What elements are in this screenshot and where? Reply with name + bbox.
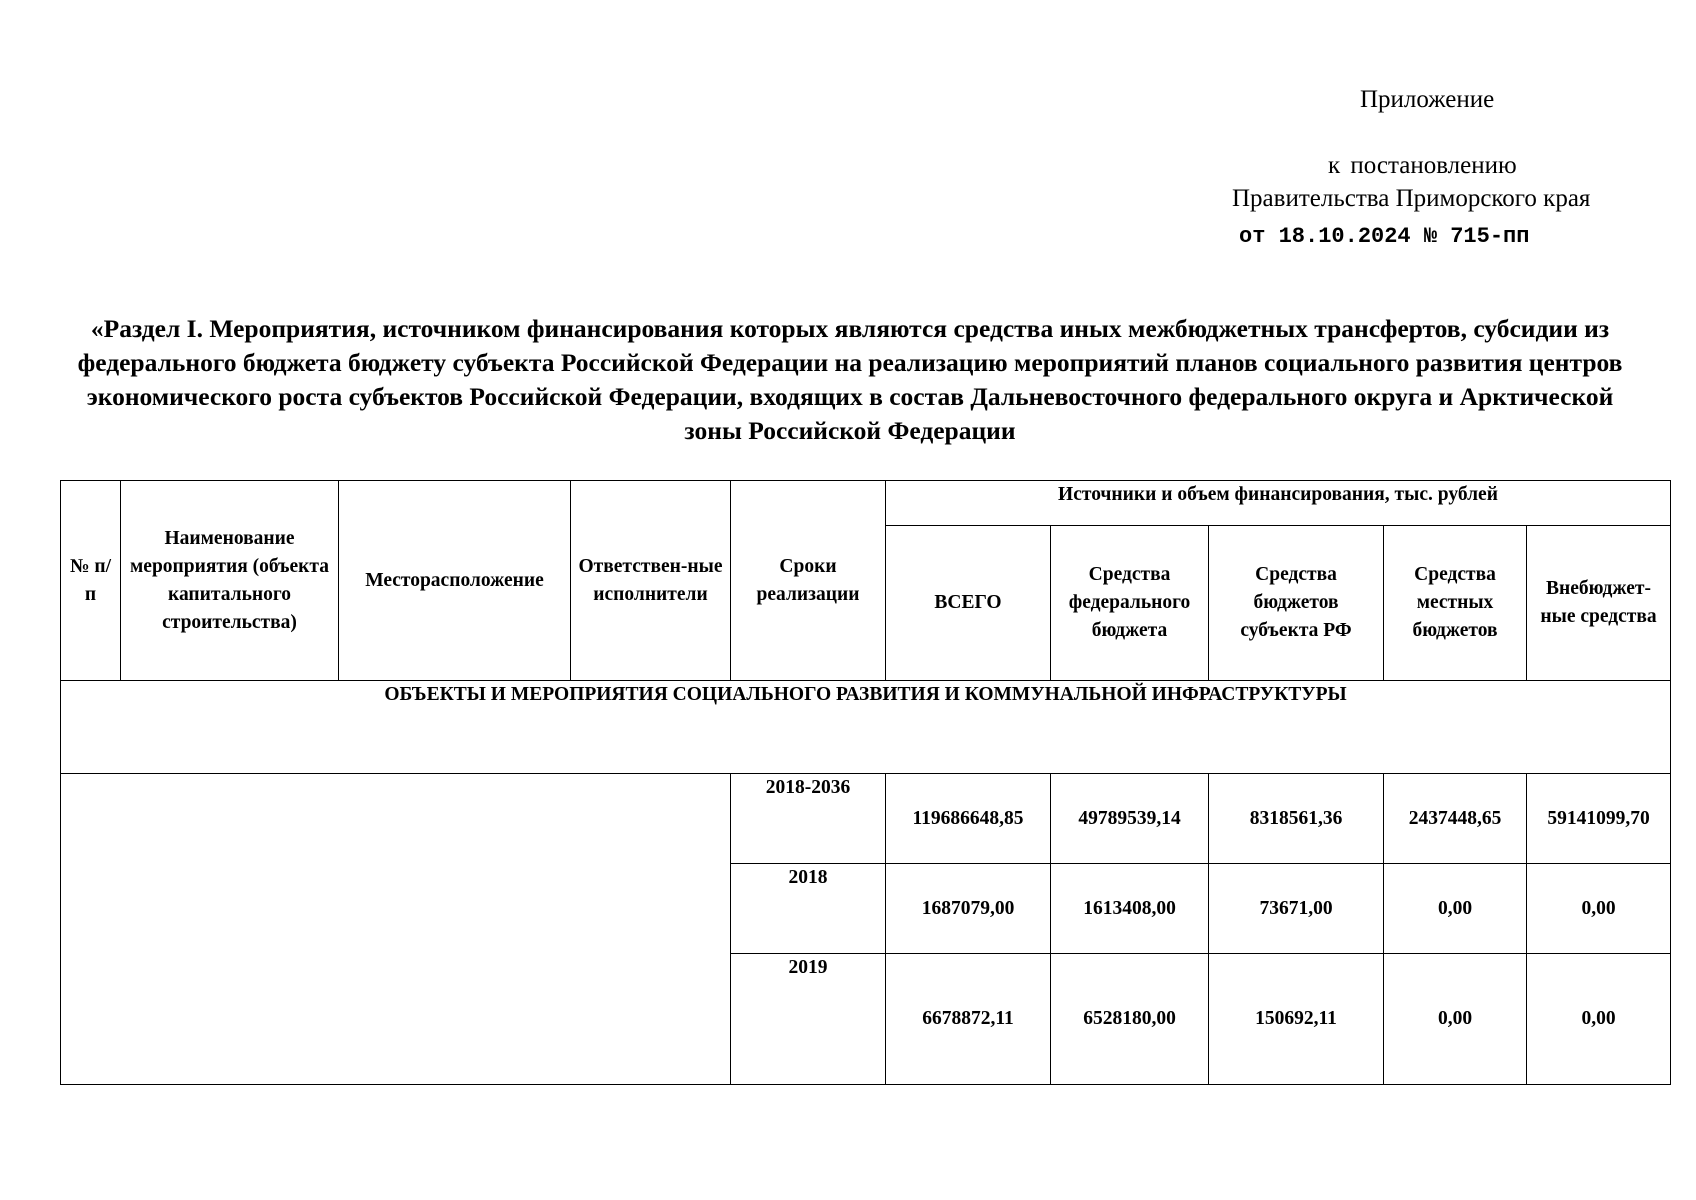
row-regional: 150692,11 xyxy=(1209,954,1384,1085)
row-regional: 73671,00 xyxy=(1209,864,1384,954)
row-total: 119686648,85 xyxy=(886,774,1051,864)
row-federal: 6528180,00 xyxy=(1051,954,1209,1085)
appendix-government: Правительства Приморского края xyxy=(1232,185,1591,212)
row-extra: 0,00 xyxy=(1527,954,1671,1085)
row-local: 2437448,65 xyxy=(1384,774,1527,864)
header-period: Сроки реализации xyxy=(731,481,886,681)
row-total: 6678872,11 xyxy=(886,954,1051,1085)
merged-empty-cell xyxy=(61,774,731,1085)
row-period: 2018-2036 xyxy=(731,774,886,864)
header-local: Средства местных бюджетов xyxy=(1384,526,1527,681)
header-funding-group: Источники и объем финансирования, тыс. рублей xyxy=(886,481,1671,526)
row-total: 1687079,00 xyxy=(886,864,1051,954)
appendix-title: Приложение xyxy=(1360,86,1495,113)
row-local: 0,00 xyxy=(1384,954,1527,1085)
header-number: № п/п xyxy=(61,481,121,681)
header-name: Наименование мероприятия (объекта капитального строительства) xyxy=(121,481,339,681)
header-total: ВСЕГО xyxy=(886,526,1051,681)
row-regional: 8318561,36 xyxy=(1209,774,1384,864)
appendix-resolution-label: к постановлению xyxy=(1328,152,1517,179)
row-local: 0,00 xyxy=(1384,864,1527,954)
header-executors: Ответствен-ные исполнители xyxy=(571,481,731,681)
finance-table xyxy=(60,480,1671,1085)
subsection-title: ОБЪЕКТЫ И МЕРОПРИЯТИЯ СОЦИАЛЬНОГО РАЗВИТИЯ И КОММУНАЛЬНОЙ ИНФРАСТРУКТУРЫ xyxy=(61,681,1671,774)
section-title: «Раздел I. Мероприятия, источником финансирования которых являются средства иных межбюджетных трансфертов, субсидии из федерального бюджета бюджету субъекта Российской Федерации на реализацию мероприятий планов социального развития центров экономического роста субъектов Российской Федерации, входящих в состав Дальневосточного федерального округа и Арктической зоны Российской Федерации xyxy=(77,314,1623,445)
row-period: 2019 xyxy=(731,954,886,1085)
row-period: 2018 xyxy=(731,864,886,954)
row-federal: 49789539,14 xyxy=(1051,774,1209,864)
appendix-date-number: от 18.10.2024 № 715-пп xyxy=(1239,224,1530,249)
row-extra: 59141099,70 xyxy=(1527,774,1671,864)
header-federal: Средства федерального бюджета xyxy=(1051,526,1209,681)
header-regional: Средства бюджетов субъекта РФ xyxy=(1209,526,1384,681)
header-location: Месторасположение xyxy=(339,481,571,681)
header-extra: Внебюджет-ные средства xyxy=(1527,526,1671,681)
row-extra: 0,00 xyxy=(1527,864,1671,954)
row-federal: 1613408,00 xyxy=(1051,864,1209,954)
table-row xyxy=(61,774,1671,864)
